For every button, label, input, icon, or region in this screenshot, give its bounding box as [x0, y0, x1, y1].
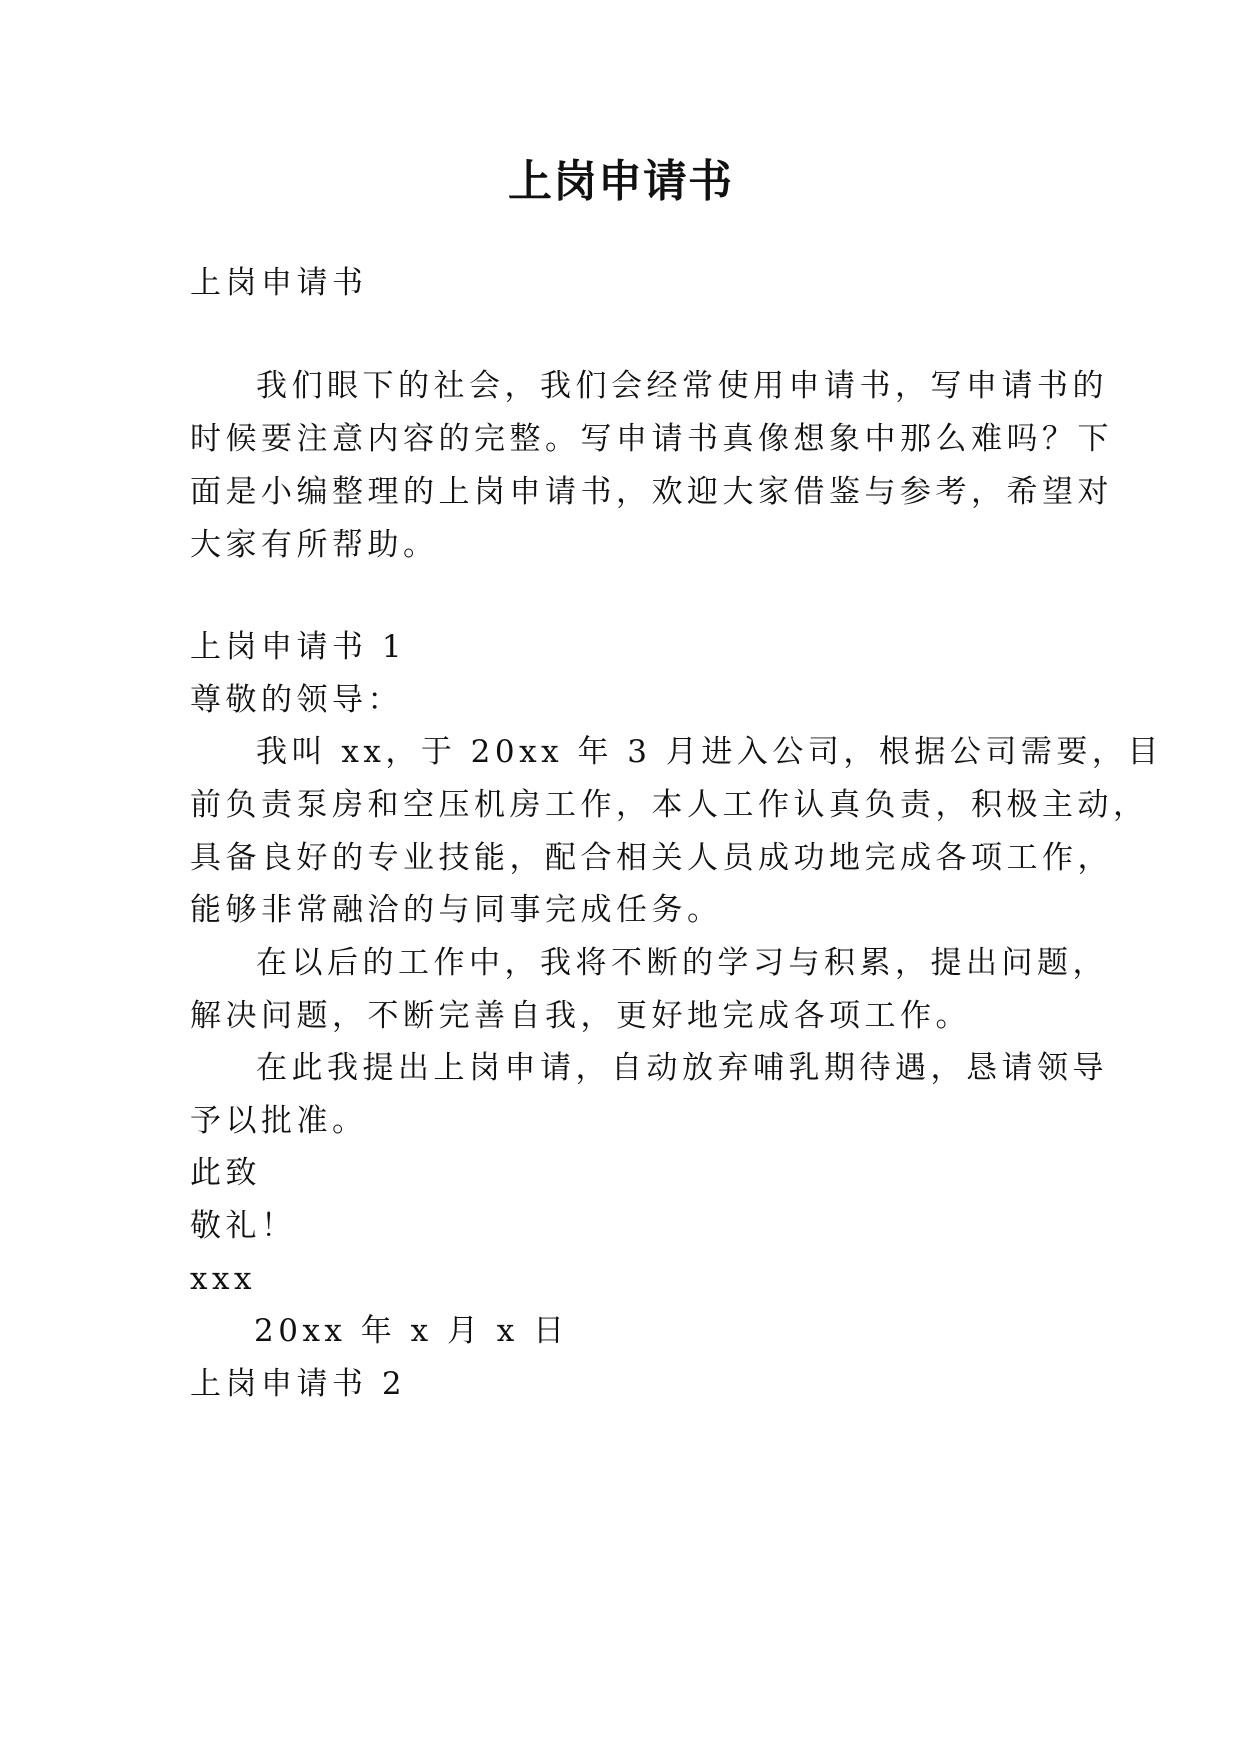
paragraph-line: 在以后的工作中，我将不断的学习与积累，提出问题， [256, 945, 1108, 981]
intro-line: 我们眼下的社会，我们会经常使用申请书，写申请书的 [256, 368, 1108, 404]
paragraph-line: 具备良好的专业技能，配合相关人员成功地完成各项工作， [190, 840, 1113, 876]
intro-line: 面是小编整理的上岗申请书，欢迎大家借鉴与参考，希望对 [190, 474, 1113, 510]
paragraph-line: 解决问题，不断完善自我，更好地完成各项工作。 [190, 998, 971, 1034]
paragraph-line: 前负责泵房和空压机房工作，本人工作认真负责，积极主动， [190, 787, 1149, 823]
paragraph-line: 予以批准。 [190, 1103, 368, 1139]
signature: xxx [190, 1261, 256, 1297]
date-line: 20xx 年 x 月 x 日 [254, 1313, 569, 1349]
salutation: 尊敬的领导： [190, 682, 403, 718]
section-heading-2: 上岗申请书 2 [190, 1366, 407, 1402]
paragraph-line: 我叫 xx，于 20xx 年 3 月进入公司，根据公司需要，目 [256, 734, 1163, 770]
intro-line: 大家有所帮助。 [190, 527, 439, 563]
paragraph-line: 能够非常融洽的与同事完成任务。 [190, 892, 723, 928]
intro-line: 时候要注意内容的完整。写申请书真像想象中那么难吗？下 [190, 421, 1113, 457]
document-title: 上岗申请书 [508, 156, 733, 207]
paragraph-line: 在此我提出上岗申请，自动放弃哺乳期待遇，恳请领导 [256, 1050, 1108, 1086]
closing-line-1: 此致 [190, 1155, 261, 1191]
closing-line-2: 敬礼！ [190, 1208, 297, 1244]
section-heading-1: 上岗申请书 1 [190, 629, 407, 665]
document-subtitle: 上岗申请书 [190, 265, 368, 301]
